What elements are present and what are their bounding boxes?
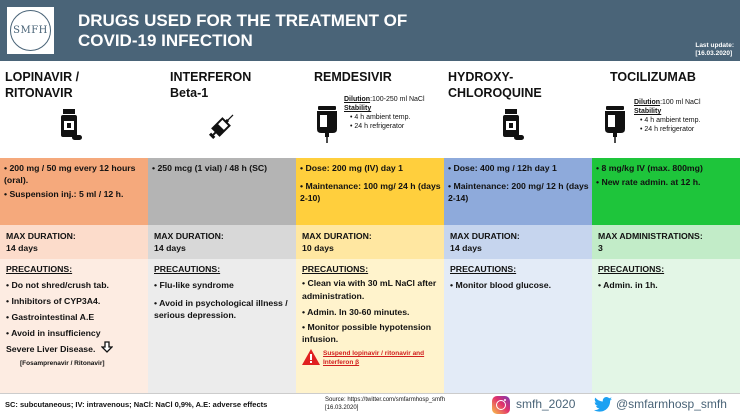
stability-item: • 4 h ambient temp. bbox=[350, 114, 411, 121]
precautions-title: PRECAUTIONS: bbox=[598, 264, 665, 274]
iv-bag-icon bbox=[316, 105, 338, 148]
max-duration-box bbox=[0, 225, 148, 259]
smfh-logo bbox=[7, 7, 54, 54]
dose-box bbox=[444, 158, 592, 225]
dose-line: • Dose: 400 mg / 12h day 1 bbox=[448, 163, 557, 173]
source-url: Source: https://twitter.com/smfarmhosp_smfh bbox=[325, 397, 446, 403]
header-banner bbox=[0, 0, 740, 61]
dose-line: • 250 mcg (1 vial) / 48 h (SC) bbox=[152, 163, 268, 173]
drug-name-line-1: HYDROXY- bbox=[448, 70, 514, 84]
precautions-box bbox=[444, 259, 592, 393]
dilution-info bbox=[634, 98, 701, 134]
precaution-item: • Avoid in psychological illness / serious depression. bbox=[154, 298, 288, 320]
twitter-icon[interactable] bbox=[594, 397, 612, 415]
precaution-item: • Inhibitors of CYP3A4. bbox=[6, 296, 101, 306]
max-administrations-label: MAX ADMINISTRATIONS: bbox=[598, 231, 703, 241]
drug-name bbox=[610, 69, 696, 85]
drug-name-line-1: LOPINAVIR / bbox=[5, 70, 80, 84]
dilution-value: :100-250 ml NaCl bbox=[370, 96, 425, 103]
dose-line: • Suspension inj.: 5 ml / 12 h. bbox=[4, 189, 124, 199]
drug-column-remdesivir bbox=[296, 61, 444, 393]
dose-line: • 200 mg / 50 mg every 12 hours (oral). bbox=[4, 163, 136, 185]
page-title bbox=[78, 11, 498, 51]
precautions-box bbox=[296, 259, 444, 393]
drug-name-line-2: CHLOROQUINE bbox=[448, 86, 542, 100]
max-duration-label: MAX DURATION: bbox=[450, 231, 520, 241]
max-duration-box bbox=[444, 225, 592, 259]
update-label: Last update: bbox=[695, 42, 734, 49]
max-duration-box bbox=[148, 225, 296, 259]
precautions-title: PRECAUTIONS: bbox=[450, 264, 517, 274]
pill-bottle-icon bbox=[58, 109, 82, 148]
precautions-box bbox=[592, 259, 740, 393]
drug-name-line-1: REMDESIVIR bbox=[314, 70, 392, 84]
logo-text: SMFH bbox=[10, 10, 51, 51]
iv-bag-icon bbox=[604, 105, 626, 148]
dose-line: • Maintenance: 200 mg/ 12 h (days 2-14) bbox=[448, 181, 589, 203]
precaution-item: • Monitor blood glucose. bbox=[450, 280, 552, 290]
warning-icon bbox=[302, 349, 320, 368]
dilution-label: Dilution bbox=[634, 99, 661, 106]
max-duration-box bbox=[296, 225, 444, 259]
precaution-liver-text: Severe Liver Disease. bbox=[6, 343, 96, 354]
dose-line: • Dose: 200 mg (IV) day 1 bbox=[300, 163, 403, 173]
precaution-item: • Admin. In 30-60 minutes. bbox=[302, 307, 410, 317]
precaution-item-liver bbox=[6, 341, 145, 356]
syringe-icon bbox=[203, 109, 239, 150]
drug-column-interferon bbox=[148, 61, 296, 393]
drug-name bbox=[448, 69, 542, 101]
precautions-title: PRECAUTIONS: bbox=[6, 264, 73, 274]
instagram-handle[interactable]: smfh_2020 bbox=[516, 397, 576, 411]
max-duration-label: MAX DURATION: bbox=[6, 231, 76, 241]
drug-column-lopinavir bbox=[0, 61, 148, 393]
pill-bottle-icon bbox=[500, 109, 524, 148]
stability-item: • 24 h refrigerator bbox=[350, 123, 405, 130]
precautions-title: PRECAUTIONS: bbox=[302, 264, 369, 274]
drug-name-line-2: RITONAVIR bbox=[5, 86, 73, 100]
arrow-down-icon bbox=[101, 341, 113, 356]
max-duration-label: MAX DURATION: bbox=[154, 231, 224, 241]
dilution-info bbox=[344, 95, 425, 131]
suspend-warning bbox=[302, 349, 441, 368]
drug-name bbox=[314, 69, 392, 85]
stability-label: Stability bbox=[634, 108, 662, 115]
dose-box bbox=[148, 158, 296, 225]
max-administrations-box bbox=[592, 225, 740, 259]
drug-name-line-1: TOCILIZUMAB bbox=[610, 70, 696, 84]
warning-text: Suspend lopinavir / ritonavir and Interferon β bbox=[323, 350, 425, 366]
max-duration-value: 10 days bbox=[302, 243, 334, 253]
source-citation bbox=[325, 397, 445, 412]
dose-line: • Maintenance: 100 mg/ 24 h (days 2-10) bbox=[300, 181, 441, 203]
dilution-label: Dilution bbox=[344, 96, 371, 103]
twitter-handle[interactable]: @smfarmhosp_smfh bbox=[616, 397, 727, 411]
max-duration-value: 14 days bbox=[6, 243, 38, 253]
title-line-1: DRUGS USED FOR THE TREATMENT OF bbox=[78, 11, 408, 30]
max-duration-value: 14 days bbox=[154, 243, 186, 253]
max-duration-value: 14 days bbox=[450, 243, 482, 253]
precautions-box bbox=[0, 259, 148, 393]
drug-column-tocilizumab bbox=[592, 61, 740, 393]
drug-name bbox=[170, 69, 251, 101]
instagram-icon[interactable] bbox=[492, 396, 510, 414]
precaution-item: • Gastrointestinal A.E bbox=[6, 312, 95, 322]
dose-line: • New rate admin. at 12 h. bbox=[596, 177, 701, 187]
source-date: [16.03.2020] bbox=[325, 404, 359, 411]
precautions-box bbox=[148, 259, 296, 393]
alternative-note: [Fosamprenavir / Ritonavir] bbox=[20, 360, 105, 367]
max-duration-label: MAX DURATION: bbox=[302, 231, 372, 241]
stability-item: • 24 h refrigerator bbox=[640, 126, 695, 133]
stability-item: • 4 h ambient temp. bbox=[640, 117, 701, 124]
dose-box bbox=[296, 158, 444, 225]
drug-column-hydroxychloroquine bbox=[444, 61, 592, 393]
precaution-item: • Admin. in 1h. bbox=[598, 280, 658, 290]
precaution-item: • Clean via with 30 mL NaCl after administration. bbox=[302, 278, 437, 301]
precaution-item: • Monitor possible hypotension infusion. bbox=[302, 322, 432, 344]
stability-label: Stability bbox=[344, 105, 372, 112]
precautions-title: PRECAUTIONS: bbox=[154, 264, 221, 274]
abbreviations-legend: SC: subcutaneous; IV: intravenous; NaCl: NaCl 0,9%, A.E: adverse effects bbox=[5, 400, 268, 409]
dose-box bbox=[0, 158, 148, 225]
dose-box bbox=[592, 158, 740, 225]
max-administrations-value: 3 bbox=[598, 243, 603, 253]
title-line-2: COVID-19 INFECTION bbox=[78, 31, 253, 50]
last-update bbox=[695, 42, 734, 58]
dilution-value: :100 ml NaCl bbox=[660, 99, 701, 106]
precaution-item: • Flu-like syndrome bbox=[154, 280, 234, 290]
precaution-item: • Avoid in insufficiency bbox=[6, 328, 101, 338]
footer bbox=[0, 393, 740, 415]
precaution-item: • Do not shred/crush tab. bbox=[6, 280, 109, 290]
drug-name-line-1: INTERFERON bbox=[170, 70, 252, 84]
drug-name-line-2: Beta-1 bbox=[170, 86, 209, 100]
update-date: [16.03.2020] bbox=[695, 50, 733, 57]
dose-line: • 8 mg/kg IV (max. 800mg) bbox=[596, 163, 703, 173]
drug-name bbox=[5, 69, 79, 101]
